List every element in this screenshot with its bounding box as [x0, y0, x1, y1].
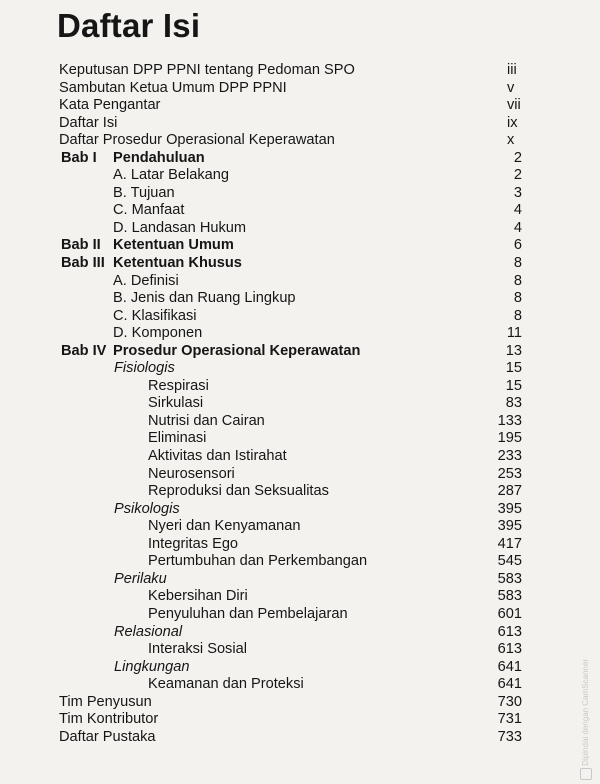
toc-entry-label: A. Definisi: [113, 272, 179, 289]
toc-entry-row: [0, 466, 600, 484]
toc-page-number: 583: [497, 588, 522, 605]
toc-entry-label: Kata Pengantar: [59, 97, 161, 114]
toc-section-row: [0, 571, 600, 589]
toc-entry-row: [0, 132, 600, 150]
toc-entry-label: Integritas Ego: [148, 535, 239, 552]
toc-page-number: v: [507, 79, 515, 96]
toc-section-row: [0, 624, 600, 642]
toc-section-row: [0, 501, 600, 519]
toc-entry-row: [0, 167, 600, 185]
toc-entry-label: Eliminasi: [148, 430, 207, 447]
toc-entry-label: Relasional: [114, 623, 183, 640]
toc-entry-label: Prosedur Operasional Keperawatan: [113, 342, 361, 359]
toc-entry-label: Keamanan dan Proteksi: [148, 676, 304, 693]
toc-page-number: 601: [497, 605, 522, 622]
toc-entry-label: Psikologis: [114, 500, 180, 517]
toc-entry-label: Aktivitas dan Istirahat: [148, 448, 287, 465]
toc-page-number: 730: [497, 693, 522, 710]
toc-entry-row: [0, 448, 600, 466]
toc-page-number: 195: [497, 430, 522, 447]
toc-entry-label: Pertumbuhan dan Perkembangan: [148, 553, 368, 570]
toc-chapter-row: [0, 255, 600, 273]
toc-page-number: iii: [507, 62, 517, 78]
toc-entry-row: [0, 536, 600, 554]
toc-entry-label: C. Manfaat: [113, 202, 185, 219]
toc-page-number: ix: [507, 114, 518, 131]
toc-entry-label: B. Tujuan: [113, 184, 175, 201]
toc-entry-row: [0, 553, 600, 571]
toc-entry-label: C. Klasifikasi: [113, 307, 197, 324]
toc-entry-label: Lingkungan: [114, 658, 190, 675]
toc-entry-label: Perilaku: [114, 570, 167, 587]
toc-page-number: 2: [513, 149, 522, 166]
toc-entry-row: [0, 694, 600, 712]
toc-entry-row: [0, 80, 600, 98]
toc-entry-label: Interaksi Sosial: [148, 641, 247, 658]
toc-page-number: 8: [513, 290, 522, 307]
toc-entry-label: Keputusan DPP PPNI tentang Pedoman SPO: [59, 62, 355, 78]
watermark: Dipindai dengan CamScanner: [581, 659, 590, 766]
toc-page-number: 641: [497, 676, 522, 693]
toc-page-number: 395: [497, 500, 522, 517]
toc-entry-row: [0, 588, 600, 606]
toc-chapter-row: [0, 150, 600, 168]
toc-entry-row: [0, 308, 600, 326]
toc-page-number: 613: [497, 623, 522, 640]
toc-entry-label: D. Komponen: [113, 325, 203, 342]
toc-entry-row: [0, 518, 600, 536]
toc-page-number: 287: [497, 483, 522, 500]
toc-entry-row: [0, 325, 600, 343]
toc-entry-label: Daftar Isi: [59, 114, 118, 131]
toc-chapter-number: Bab III: [61, 255, 105, 272]
toc-page-number: 11: [506, 325, 522, 342]
toc-entry-label: D. Landasan Hukum: [113, 219, 247, 236]
toc-entry-label: Daftar Prosedur Operasional Keperawatan: [59, 132, 335, 149]
toc-entry-label: Fisiologis: [114, 360, 175, 377]
toc-entry-label: Tim Penyusun: [59, 693, 152, 710]
toc-entry-label: B. Jenis dan Ruang Lingkup: [113, 290, 296, 307]
toc-section-row: [0, 659, 600, 677]
toc-entry-row: [0, 273, 600, 291]
toc-entry-row: [0, 62, 600, 80]
toc-entry-row: [0, 641, 600, 659]
toc-page-number: 641: [497, 658, 522, 675]
toc-page-number: 4: [513, 219, 522, 236]
toc-entry-label: Pendahuluan: [113, 149, 205, 166]
toc-entry-label: Ketentuan Khusus: [113, 255, 242, 272]
camscanner-logo-icon: [580, 768, 592, 780]
toc-page-number: 4: [513, 202, 522, 219]
toc-page-number: 13: [505, 342, 522, 359]
toc-page-number: 417: [497, 535, 522, 552]
toc-entry-row: [0, 220, 600, 238]
toc-page-number: 253: [497, 465, 522, 482]
toc-page-number: 83: [505, 395, 522, 412]
toc-entry-row: [0, 606, 600, 624]
toc-entry-label: Nyeri dan Kenyamanan: [148, 518, 301, 535]
toc-page-number: 6: [513, 237, 522, 254]
toc-page-number: 545: [497, 553, 522, 570]
toc-page-number: 233: [497, 448, 522, 465]
toc-entry-row: [0, 483, 600, 501]
toc-entry-label: Reproduksi dan Seksualitas: [148, 483, 329, 500]
toc-entry-label: A. Latar Belakang: [113, 167, 230, 184]
toc-entry-row: [0, 729, 600, 747]
toc-page-number: 133: [497, 412, 522, 429]
toc-entry-label: Ketentuan Umum: [113, 237, 234, 254]
toc-entry-row: [0, 290, 600, 308]
toc-entry-row: [0, 395, 600, 413]
toc-page-number: 733: [497, 728, 522, 745]
toc-entry-label: Kebersihan Diri: [148, 588, 248, 605]
toc-page-number: x: [507, 132, 515, 149]
toc-entry-label: Respirasi: [148, 377, 209, 394]
toc-page-number: 3: [513, 184, 522, 201]
toc-page-number: 15: [505, 360, 522, 377]
toc-page-number: 8: [513, 272, 522, 289]
toc-chapter-number: Bab II: [61, 237, 101, 254]
toc-entry-row: [0, 676, 600, 694]
toc-entry-row: [0, 115, 600, 133]
toc-entry-label: Penyuluhan dan Pembelajaran: [148, 605, 348, 622]
toc-page-number: 395: [497, 518, 522, 535]
toc-entry-label: Sirkulasi: [148, 395, 204, 412]
toc-chapter-row: [0, 343, 600, 361]
toc-chapter-number: Bab IV: [61, 342, 107, 359]
toc-entry-row: [0, 185, 600, 203]
toc-page-number: 731: [497, 711, 522, 728]
toc-entry-row: [0, 97, 600, 115]
toc-chapter-number: Bab I: [61, 149, 97, 166]
toc-chapter-row: [0, 237, 600, 255]
toc-entry-label: Sambutan Ketua Umum DPP PPNI: [59, 79, 287, 96]
toc-entry-label: Neurosensori: [148, 465, 235, 482]
toc-page-number: 613: [497, 641, 522, 658]
toc-page-number: 15: [505, 377, 522, 394]
toc-entry-row: [0, 202, 600, 220]
toc-section-row: [0, 360, 600, 378]
toc-page-number: 8: [513, 255, 522, 272]
toc-page-number: 8: [513, 307, 522, 324]
toc-entry-row: [0, 413, 600, 431]
toc-entry-row: [0, 711, 600, 729]
toc-page-number: 2: [513, 167, 522, 184]
toc-entry-label: Nutrisi dan Cairan: [148, 412, 265, 429]
toc-entry-label: Daftar Pustaka: [59, 728, 156, 745]
toc-page-number: 583: [497, 570, 522, 587]
toc-entry-row: [0, 430, 600, 448]
toc-entry-row: [0, 378, 600, 396]
toc-entry-label: Tim Kontributor: [59, 711, 159, 728]
table-of-contents: [0, 62, 600, 746]
page-title: Daftar Isi: [57, 7, 201, 44]
toc-page-number: vii: [507, 97, 521, 114]
